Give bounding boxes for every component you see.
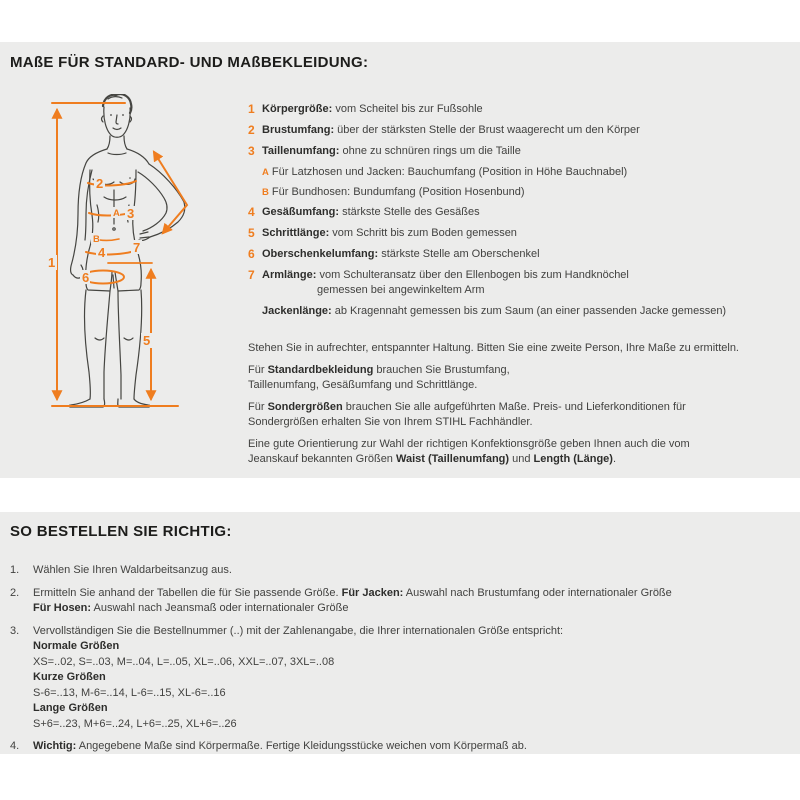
text: XS=..02, S=..03, M=..04, L=..05, XL=..06, XXL=..07, 3XL=..08 <box>33 655 335 668</box>
measurement-subitem <box>248 165 792 180</box>
bold-text: Kurze Größen <box>33 671 106 683</box>
man-outline-sketch <box>69 94 185 407</box>
measurement-subtext: Für Bundhosen: Bundumfang (Position Hosenbund) <box>268 186 525 198</box>
text: Vervollständigen Sie die Bestellnummer (..) mit der Zahlenangabe, die Ihrer internationalen Größe entspricht: <box>33 624 564 637</box>
text: S+6=..23, M+6=..24, L+6=..25, XL+6=..26 <box>33 717 237 730</box>
measurement-number: 6 <box>248 247 255 261</box>
measurement-description: ohne zu schnüren rings um die Taille <box>339 145 521 157</box>
measurement-description: stärkste Stelle am Oberschenkel <box>378 248 540 260</box>
measurement-text <box>262 247 788 262</box>
measurement-text <box>262 268 788 298</box>
text: Eine gute Orientierung zur Wahl der richtigen Konfektionsgröße geben Ihnen auch die vom <box>248 438 690 450</box>
measurement-item <box>248 268 792 298</box>
section-ordering <box>0 512 800 754</box>
measurement-description: vom Schritt bis zum Boden gemessen <box>329 227 517 239</box>
measurement-label: Körpergröße: <box>262 103 333 115</box>
measurement-number: 4 <box>248 205 255 219</box>
order-step-text <box>33 563 792 579</box>
measurement-number: 2 <box>248 123 255 137</box>
bold-text: Standardbekleidung <box>267 364 374 376</box>
bold-text: Normale Größen <box>33 640 120 652</box>
measurement-description: stärkste Stelle des Gesäßes <box>339 206 480 218</box>
measurement-label: Brustumfang: <box>262 124 335 136</box>
measurement-text <box>262 226 788 241</box>
measurement-text <box>262 123 788 138</box>
section2-heading: SO BESTELLEN SIE RICHTIG: <box>10 523 232 540</box>
measurement-number: 1 <box>248 102 255 116</box>
order-step-number: 3. <box>10 624 20 637</box>
measurement-list <box>248 102 792 319</box>
text: Für <box>248 364 268 376</box>
measurement-label: Armlänge: <box>262 269 317 281</box>
text: Auswahl nach Brustumfang oder internationaler Größe <box>403 586 672 599</box>
bold-text: Lange Größen <box>33 702 108 714</box>
measurement-subtext: Für Latzhosen und Jacken: Bauchumfang (Position in Höhe Bauchnabel) <box>268 166 628 178</box>
figure-label-2: 2 <box>96 176 104 191</box>
order-step <box>10 624 792 733</box>
measurement-description: ab Kragennaht gemessen bis zum Saum (an einer passenden Jacke gemessen) <box>331 305 727 317</box>
order-list <box>10 563 792 762</box>
figure-label-3: 3 <box>127 206 135 221</box>
text: Auswahl nach Jeansmaß oder internationaler Größe <box>91 602 349 614</box>
measurement-description: vom Schulteransatz über den Ellenbogen bis zum Handknöchel <box>316 269 629 281</box>
order-step-number: 4. <box>10 740 20 752</box>
measurement-number: 7 <box>248 268 255 282</box>
measurement-label: Gesäßumfang: <box>262 206 340 218</box>
figure-label-4: 4 <box>98 245 106 260</box>
measurement-content <box>248 102 792 467</box>
order-step <box>10 563 792 579</box>
order-step <box>10 586 792 617</box>
text: Taillenumfang, Gesäßumfang und Schrittlänge. <box>248 379 478 391</box>
text: Stehen Sie in aufrechter, entspannter Haltung. Bitten Sie eine zweite Person, Ihre Maße zu ermitteln. <box>248 342 739 354</box>
measurement-description-line2: gemessen bei angewinkeltem Arm <box>317 284 485 296</box>
text: . <box>612 453 617 465</box>
order-step-text <box>33 739 792 755</box>
info-paragraph <box>248 400 792 430</box>
measurement-item <box>248 226 792 241</box>
measurement-item <box>248 102 792 117</box>
section-measurements <box>0 42 800 478</box>
bold-text: Wichtig: <box>33 740 77 752</box>
measurement-text <box>262 144 788 159</box>
measurement-item <box>248 123 792 138</box>
measurement-number: 3 <box>248 144 255 158</box>
measurement-label: Taillenumfang: <box>262 145 340 157</box>
text: Für <box>248 401 268 413</box>
text: Wählen Sie Ihren Waldarbeitsanzug aus. <box>33 564 232 576</box>
figure-label-1: 1 <box>48 255 56 270</box>
figure-label-7: 7 <box>133 240 141 255</box>
measurement-description: vom Scheitel bis zur Fußsohle <box>332 103 483 115</box>
figure-label-a: A <box>113 208 120 219</box>
order-step-text <box>33 586 792 617</box>
measurement-number: 5 <box>248 226 255 240</box>
bold-text: Sondergrößen <box>267 401 343 413</box>
figure-label-6: 6 <box>82 270 90 285</box>
measurement-marks <box>52 103 187 406</box>
measurement-description: über der stärksten Stelle der Brust waagerecht um den Körper <box>334 124 640 136</box>
order-step-text <box>33 624 792 733</box>
info-paragraph <box>248 363 792 393</box>
order-step-number: 2. <box>10 586 20 599</box>
info-paragraph <box>248 437 792 467</box>
measurement-text <box>262 205 788 220</box>
order-step-number: 1. <box>10 564 20 576</box>
text: brauchen Sie Brustumfang, <box>373 364 510 376</box>
measurement-text <box>262 304 788 319</box>
measurement-item <box>248 247 792 262</box>
bold-text: Length (Länge) <box>533 453 613 465</box>
measurement-text <box>262 102 788 117</box>
measurement-subletter: B <box>262 187 269 198</box>
seat-line <box>86 250 138 254</box>
order-step <box>10 739 792 755</box>
bold-text: Waist (Taillenumfang) <box>395 453 510 465</box>
measurement-label: Oberschenkelumfang: <box>262 248 379 260</box>
text: S-6=..13, M-6=..14, L-6=..15, XL-6=..16 <box>33 686 226 699</box>
section1-heading: MAßE FÜR STANDARD- UND MAßBEKLEIDUNG: <box>10 54 369 71</box>
text: und <box>509 453 534 465</box>
figure-label-b: B <box>93 234 100 245</box>
measurement-item <box>248 304 792 319</box>
bold-text: Für Hosen: <box>33 602 92 614</box>
figure-label-5: 5 <box>143 333 151 348</box>
info-paragraph <box>248 341 792 356</box>
measurement-subletter: A <box>262 167 269 178</box>
text: Angegebene Maße sind Körpermaße. Fertige Kleidungsstücke weichen vom Körpermaß ab. <box>76 740 527 752</box>
text: Ermitteln Sie anhand der Tabellen die für Sie passende Größe. <box>33 586 342 599</box>
measurement-label: Schrittlänge: <box>262 227 330 239</box>
info-paragraphs <box>248 341 792 467</box>
text: Jeanskauf bekannten Größen <box>248 453 396 465</box>
body-measurement-figure <box>30 94 245 424</box>
measurement-subitem <box>248 185 792 200</box>
measurement-item <box>248 205 792 220</box>
label-backplates <box>46 176 153 348</box>
bold-text: Für Jacken: <box>341 586 404 599</box>
text: Sondergrößen erhalten Sie von Ihrem STIHL Fachhändler. <box>248 416 533 428</box>
measurement-label: Jackenlänge: <box>262 305 332 317</box>
arm-arrow-line <box>154 152 187 233</box>
text: brauchen Sie alle aufgeführten Maße. Preis- und Lieferkonditionen für <box>342 401 686 413</box>
measurement-item <box>248 144 792 159</box>
